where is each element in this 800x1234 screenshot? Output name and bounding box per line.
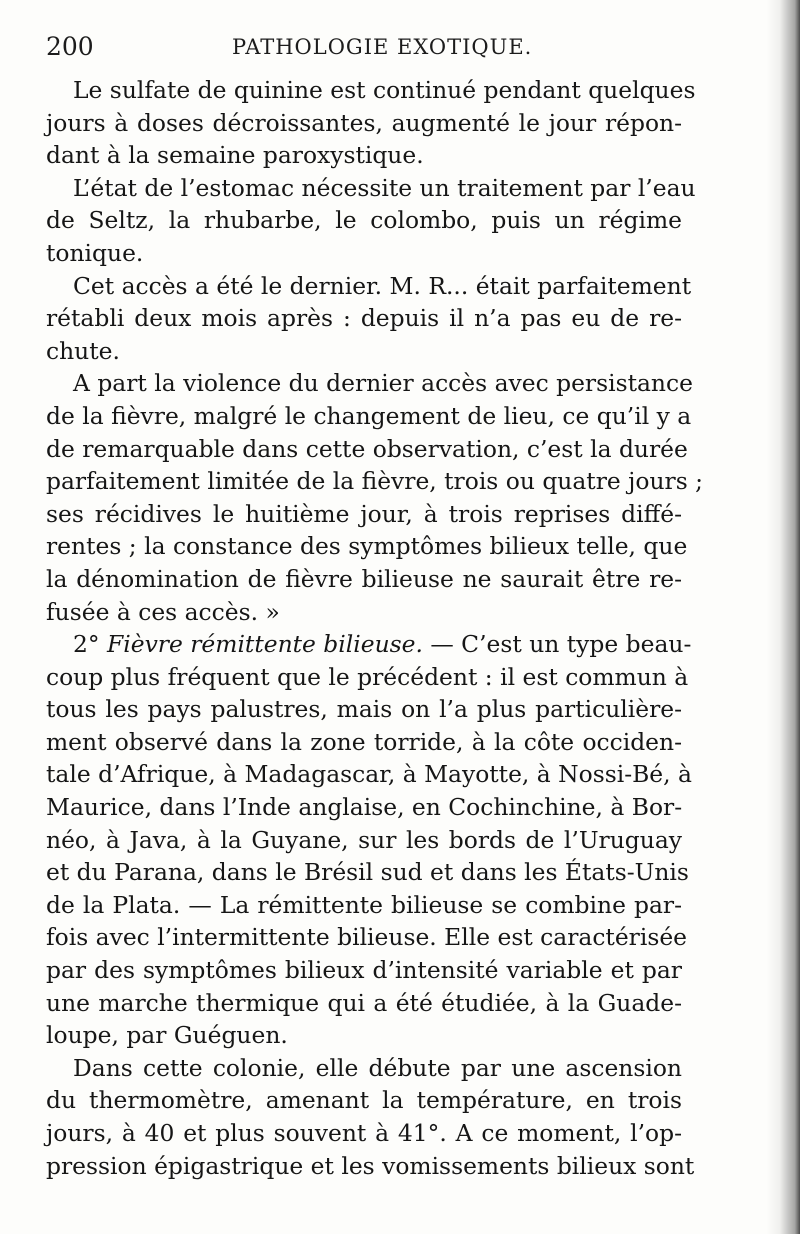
- paragraph: [46, 1052, 695, 1182]
- section-heading: Fièvre rémittente bilieuse.: [107, 630, 423, 659]
- text-line: de Seltz, la rhubarbe, le colombo, puis un régime: [46, 206, 682, 235]
- text-line: chute.: [46, 336, 120, 365]
- text-line: Le sulfate de quinine est continué pendant quelques: [73, 76, 696, 104]
- text-line: néo, à Java, à la Guyane, sur les bords de l’Uruguay: [46, 825, 682, 854]
- text-line: [46, 628, 692, 661]
- text-line: jours, à 40 et plus souvent à 41°. A ce moment, l’op-: [46, 1119, 682, 1147]
- page-header: [46, 30, 682, 70]
- text-line: parfaitement limitée de la fièvre, trois ou quatre jours ;: [46, 467, 704, 496]
- paragraph: [46, 270, 692, 368]
- text-line: de remarquable dans cette observation, c’est la durée: [46, 434, 688, 463]
- paragraph: [46, 367, 704, 628]
- running-title: PATHOLOGIE EXOTIQUE.: [232, 35, 533, 59]
- text-line: du thermomètre, amenant la température, en trois: [46, 1086, 682, 1115]
- paragraph: [46, 74, 696, 172]
- page-number: 200: [46, 32, 94, 61]
- text-line: coup plus fréquent que le précédent : il est commun à: [46, 662, 689, 691]
- text-line: la dénomination de fièvre bilieuse ne saurait être re-: [46, 564, 682, 593]
- text-line: et du Parana, dans le Brésil sud et dans les États-Unis: [46, 858, 689, 887]
- text-line: L’état de l’estomac nécessite un traitement par l’eau: [73, 173, 696, 202]
- section-number: 2°: [73, 630, 108, 659]
- text-line: Dans cette colonie, elle débute par une ascension: [73, 1053, 682, 1082]
- text-line: rétabli deux mois après : depuis il n’a pas eu de re-: [46, 304, 682, 333]
- text-line: tale d’Afrique, à Madagascar, à Mayotte, à Nossi-Bé, à: [46, 760, 692, 789]
- paragraph: [46, 628, 692, 1052]
- text-line: dant à la semaine paroxystique.: [46, 141, 424, 170]
- text-line: loupe, par Guéguen.: [46, 1021, 288, 1050]
- text-line: pression épigastrique et les vomissements bilieux sont: [46, 1151, 695, 1180]
- text-line: Maurice, dans l’Inde anglaise, en Cochinchine, à Bor-: [46, 793, 683, 822]
- text-span: — C’est un type beau-: [422, 630, 692, 659]
- text-line: de la Plata. — La rémittente bilieuse se combine par-: [46, 890, 682, 919]
- paragraph: [46, 172, 696, 270]
- text-line: tous les pays palustres, mais on l’a plus particulière-: [46, 695, 682, 724]
- text-line: rentes ; la constance des symptômes bilieux telle, que: [46, 532, 688, 561]
- text-line: une marche thermique qui a été étudiée, à la Guade-: [46, 988, 682, 1017]
- text-line: par des symptômes bilieux d’intensité variable et par: [46, 956, 682, 985]
- page-edge-shadow: [766, 0, 800, 1234]
- text-line: fusée à ces accès. »: [46, 597, 280, 626]
- text-line: jours à doses décroissantes, augmenté le jour répon-: [46, 108, 682, 137]
- text-line: Cet accès a été le dernier. M. R... était parfaitement: [73, 271, 692, 300]
- text-line: A part la violence du dernier accès avec persistance: [73, 369, 693, 398]
- text-line: ses récidives le huitième jour, à trois reprises diffé-: [46, 499, 682, 528]
- body-text: [46, 74, 704, 1182]
- text-line: ment observé dans la zone torride, à la côte occiden-: [46, 727, 682, 756]
- text-line: tonique.: [46, 238, 144, 267]
- text-line: fois avec l’intermittente bilieuse. Elle est caractérisée: [46, 923, 688, 952]
- text-line: de la fièvre, malgré le changement de lieu, ce qu’il y a: [46, 401, 692, 430]
